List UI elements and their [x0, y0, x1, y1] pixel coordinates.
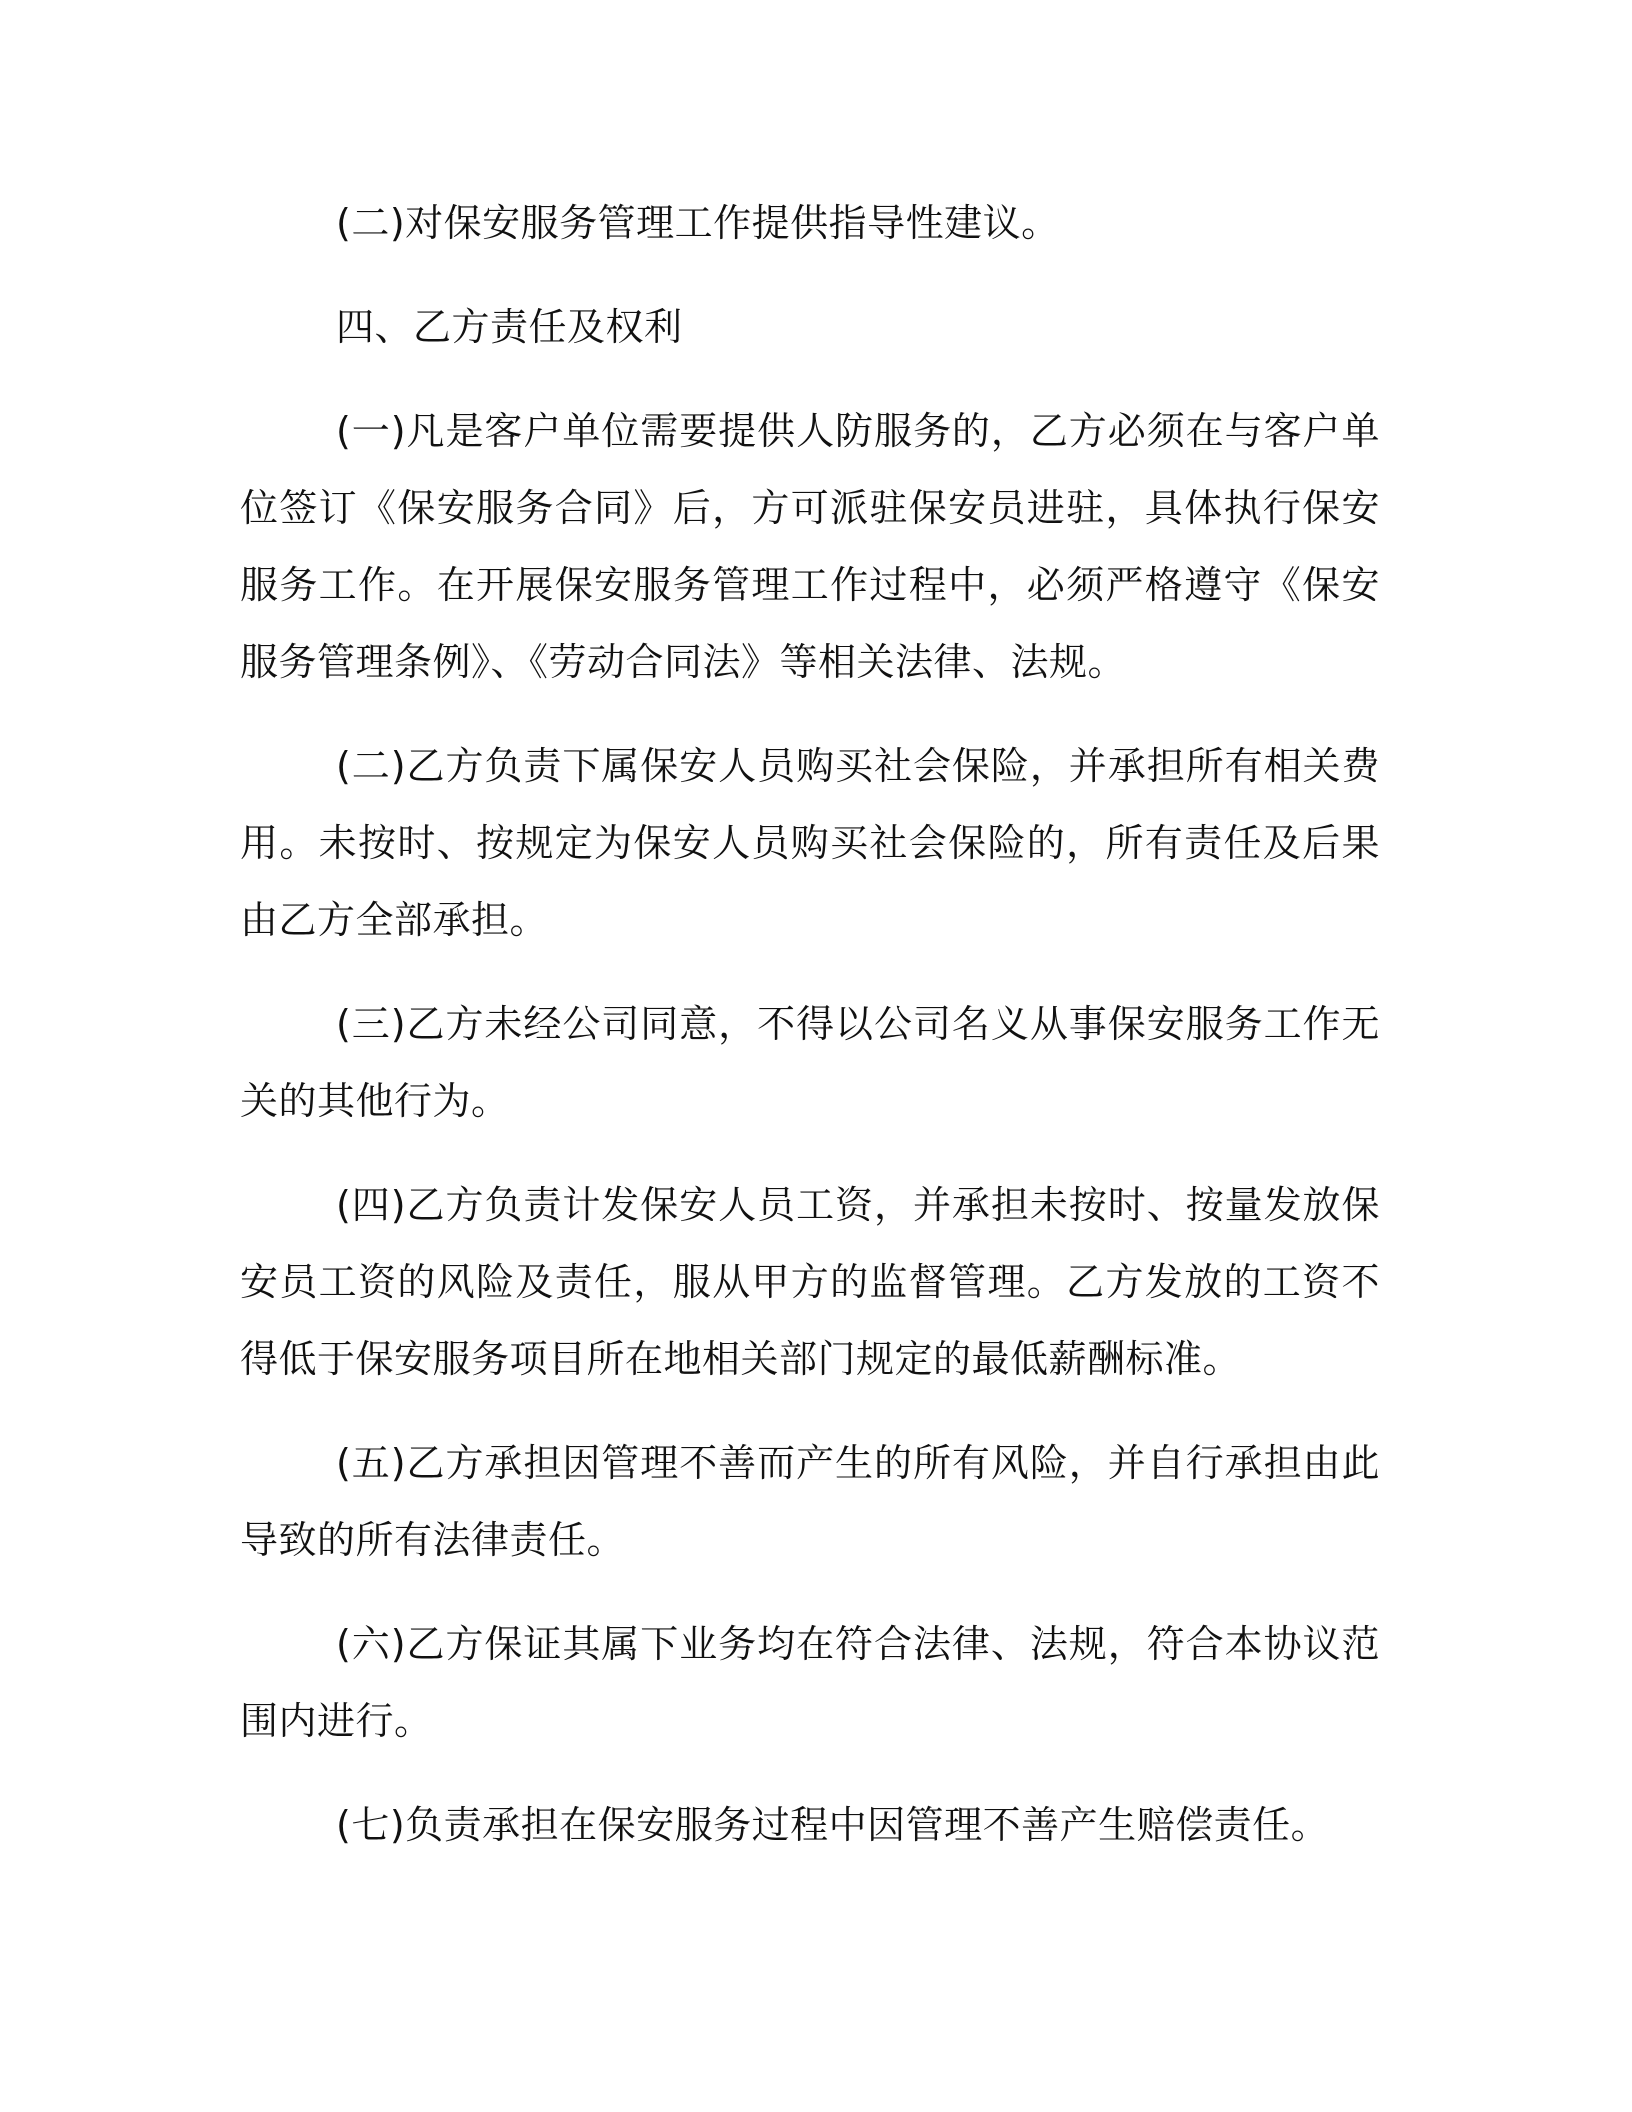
paragraph-guidance-suggestion: (二)对保安服务管理工作提供指导性建议。 — [336, 201, 1060, 245]
paragraph-clause-6: (六)乙方保证其属下业务均在符合法律、法规，符合本协议范围内进行。 — [240, 1622, 1380, 1743]
paragraph-clause-4: (四)乙方负责计发保安人员工资，并承担未按时、按量发放保安员工资的风险及责任，服从甲方的监督管理。乙方发放的工资不得低于保安服务项目所在地相关部门规定的最低薪酬标准。 — [240, 1183, 1380, 1381]
paragraph-clause-3: (三)乙方未经公司同意，不得以公司名义从事保安服务工作无关的其他行为。 — [240, 1002, 1380, 1123]
paragraph-clause-2: (二)乙方负责下属保安人员购买社会保险，并承担所有相关费用。未按时、按规定为保安人员购买社会保险的，所有责任及后果由乙方全部承担。 — [240, 744, 1380, 942]
paragraph-clause-1: (一)凡是客户单位需要提供人防服务的，乙方必须在与客户单位签订《保安服务合同》后，方可派驻保安员进驻，具体执行保安服务工作。在开展保安服务管理工作过程中，必须严格遵守《保安服务管理条例》、《劳动合同法》等相关法律、法规。 — [240, 409, 1380, 684]
document-body — [240, 185, 1380, 1864]
paragraph-clause-7: (七)负责承担在保安服务过程中因管理不善产生赔偿责任。 — [336, 1803, 1330, 1847]
section-heading-party-b-duties: 四、乙方责任及权利 — [336, 305, 683, 349]
paragraph-clause-5: (五)乙方承担因管理不善而产生的所有风险，并自行承担由此导致的所有法律责任。 — [240, 1441, 1380, 1562]
